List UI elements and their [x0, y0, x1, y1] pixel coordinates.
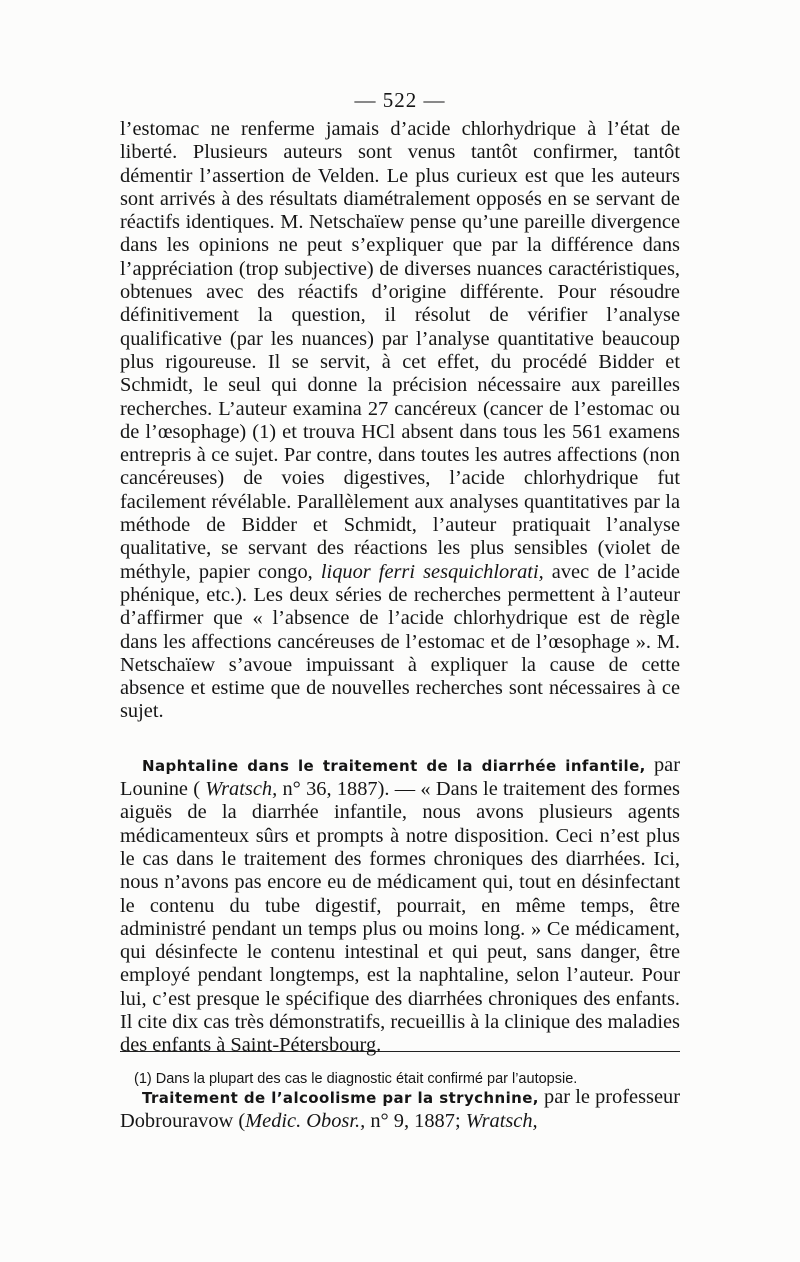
- paragraph-2-text-b: n° 36, 1887). — « Dans le traitement des formes aiguës de la diarrhée infantile, nous avons plusieurs agents médicamenteux sûrs et prompts à notre disposition. Ceci n’est plus le cas dans le traitement des formes chroniques des diarrhées. Ici, nous n’avons pas encore eu de médicament qui, tout en désinfectant le contenu du tube digestif, pourrait, en même temps, être administré pendant un temps plus ou moins long. » Ce médicament, qui désinfecte le contenu intestinal et qui peut, sans danger, être employé pendant longtemps, est la naphtaline, selon l’auteur. Pour lui, c’est presque le spécifique des diarrhées chroniques des enfants. Il cite dix cas très démonstratifs, recueillis à la clinique des maladies des enfants à Saint-Pétersbourg.: [120, 778, 680, 1057]
- footnote-divider: [120, 1051, 680, 1052]
- body-text: [120, 118, 680, 1133]
- paragraph-2-italic: Wratsch,: [205, 778, 278, 801]
- footnote: (1) Dans la plupart des cas le diagnostic était confirmé par l’autopsie.: [134, 1071, 578, 1087]
- paragraph-2-text-a: par Lounine (: [120, 753, 681, 801]
- paragraph-3-text-a: par le professeur Dobrouravow (: [120, 1085, 680, 1132]
- page-number-header: — 522 —: [354, 88, 446, 112]
- paragraph-3-text-b: n° 9, 1887;: [365, 1109, 466, 1132]
- paragraph-1-italic: liquor ferri sesquichlorati,: [320, 560, 544, 583]
- paragraph-netschaiew: [120, 118, 680, 724]
- paragraph-3-italic-b: Wratsch,: [465, 1109, 538, 1132]
- paragraph-alcoolisme: [120, 1086, 680, 1134]
- section-title-naphtaline: Naphtaline dans le traitement de la diarrhée infantile,: [142, 756, 646, 775]
- paragraph-1-text-a: l’estomac ne renferme jamais d’acide chlorhydrique à l’état de liberté. Plusieurs auteurs sont venus tantôt confirmer, tantôt démentir l’assertion de Velden. Le plus curieux est que les auteurs sont arrivés à des résultats diamétralement opposés en se servant de réactifs identiques. M. Netschaïew pense qu’une pareille divergence dans les opinions ne peut s’expliquer que par la différence dans l’appréciation (trop subjective) de diverses nuances caractéristiques, obtenues avec des réactifs d’origine différente. Pour résoudre définitivement la question, il résolut de vérifier l’analyse qualificative (par les nuances) par l’analyse quantitative beaucoup plus rigoureuse. Il se servit, à cet effet, du procédé Bidder et Schmidt, le seul qui donne la précision nécessaire aux pareilles recherches. L’auteur examina 27 cancéreux (cancer de l’estomac ou de l’œsophage) (1) et trouva HCl absent dans tous les 561 examens entrepris à ce sujet. Par contre, dans toutes les autres affections (non cancéreuses) de voies digestives, l’acide chlorhydrique fut facilement révélable. Parallèlement aux analyses quantitatives par la méthode de Bidder et Schmidt, l’auteur pratiquait l’analyse qualitative, se servant des réactions les plus sensibles (violet de méthyle, papier congo,: [120, 118, 680, 583]
- section-title-alcoolisme: Traitement de l’alcoolisme par la strychnine,: [142, 1088, 539, 1107]
- paragraph-naphtaline: [120, 754, 680, 1058]
- paragraph-1-text-b: avec de l’acide phénique, etc.). Les deux séries de recherches permettent à l’auteur d’affirmer que « l’absence de l’acide chlorhydrique est de règle dans les affections cancéreuses de l’estomac et de l’œsophage ». M. Netschaïew s’avoue impuissant à expliquer la cause de cette absence et estime que de nouvelles recherches sont nécessaires à ce sujet.: [120, 560, 680, 723]
- paragraph-3-italic-a: Medic. Obosr.,: [245, 1109, 366, 1132]
